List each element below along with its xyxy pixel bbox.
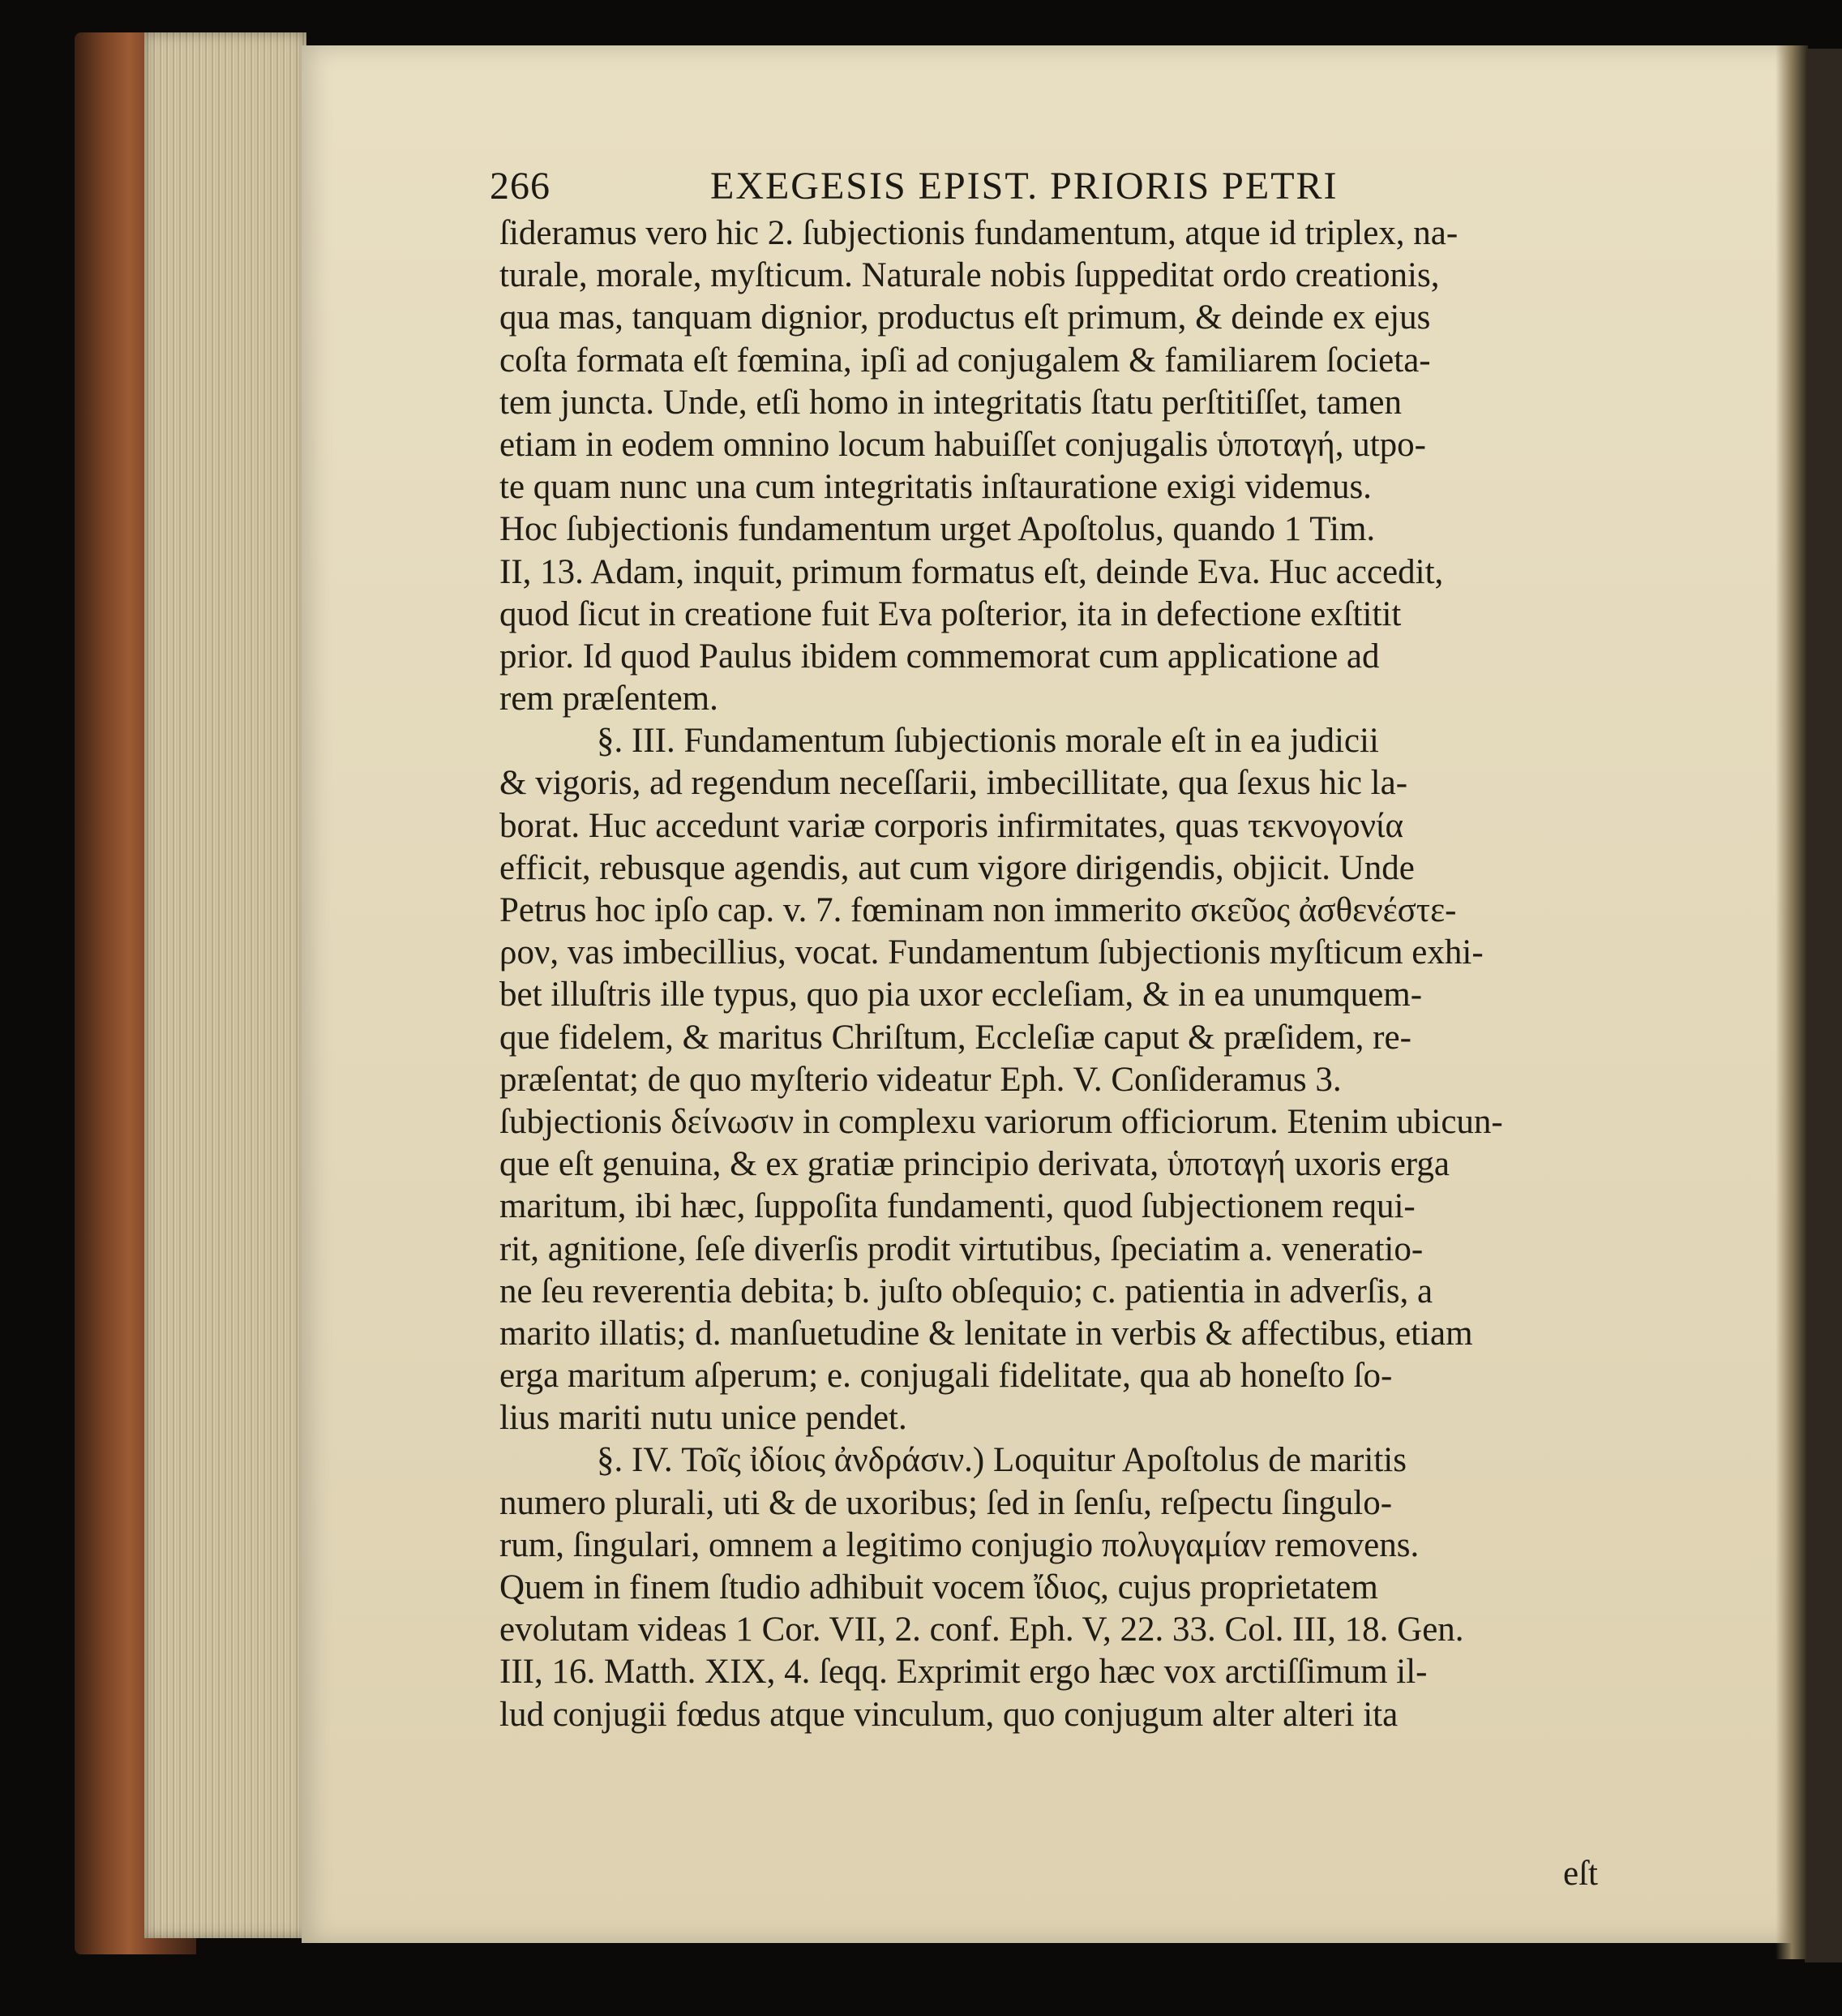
text-line: præſentat; de quo myſterio videatur Eph. V. Conſideramus 3. <box>499 1060 1342 1099</box>
catchword: eſt <box>1563 1855 1598 1893</box>
text-line: que eſt genuina, & ex gratiæ principio derivata, ὑποταγή uxoris erga <box>499 1145 1450 1184</box>
text-line: prior. Id quod Paulus ibidem commemorat cum applicatione ad <box>499 637 1380 676</box>
text-line: & vigoris, ad regendum neceſſarii, imbecillitate, qua ſexus hic la- <box>499 764 1408 803</box>
text-line: bet illuſtris ille typus, quo pia uxor eccleſiam, & in ea unumquem- <box>499 976 1423 1014</box>
text-line: ne ſeu reverentia debita; b. juſto obſequio; c. patientia in adverſis, a <box>499 1272 1433 1310</box>
text-line: turale, morale, myſticum. Naturale nobis ſuppeditat ordo creationis, <box>499 256 1440 295</box>
text-line: ſideramus vero hic 2. ſubjectionis fundamentum, atque id triplex, na- <box>499 214 1459 252</box>
text-line: evolutam videas 1 Cor. VII, 2. conf. Eph. V, 22. 33. Col. III, 18. Gen. <box>499 1611 1464 1649</box>
text-line: rit, agnitione, ſeſe diverſis prodit virtutibus, ſpeciatim a. veneratio- <box>499 1229 1424 1268</box>
text-line: tem juncta. Unde, etſi homo in integritatis ſtatu perſtitiſſet, tamen <box>499 383 1402 422</box>
text-line: coſta formata eſt fœmina, ipſi ad conjugalem & familiarem ſocieta- <box>499 341 1431 380</box>
text-line: ſubjectionis δείνωσιν in complexu variorum officiorum. Etenim ubicun- <box>499 1102 1503 1141</box>
text-line: borat. Huc accedunt variæ corporis infirmitates, quas τεκνογονία <box>499 806 1403 845</box>
text-line: ρον, vas imbecillius, vocat. Fundamentum ſubjectionis myſticum exhi- <box>499 933 1484 972</box>
text-line: efficit, rebusque agendis, aut cum vigore dirigendis, objicit. Unde <box>499 848 1415 887</box>
text-line: te quam nunc una cum integritatis inſtauratione exigi videmus. <box>499 468 1372 507</box>
text-line: numero plurali, uti & de uxoribus; ſed in ſenſu, reſpectu ſingulo- <box>499 1483 1393 1522</box>
text-line: etiam in eodem omnino locum habuiſſet conjugalis ὑποταγή, utpo- <box>499 425 1426 464</box>
text-line: §. IV. Τοῖς ἰδίοις ἀνδράσιν.) Loquitur Apoſtolus de maritis <box>597 1441 1407 1480</box>
text-line: maritum, ibi hæc, ſuppoſita fundamenti, quod ſubjectionem requi- <box>499 1187 1416 1226</box>
body-text <box>499 212 1614 1736</box>
text-line: §. III. Fundamentum ſubjectionis morale eſt in ea judicii <box>597 722 1379 761</box>
text-line: rem præſentem. <box>499 680 718 718</box>
running-head: EXEGESIS EPIST. PRIORIS PETRI <box>710 165 1339 208</box>
facing-page <box>1805 49 1842 1962</box>
text-line: Hoc ſubjectionis fundamentum urget Apoſtolus, quando 1 Tim. <box>499 510 1376 549</box>
text-line: Petrus hoc ipſo cap. v. 7. fœminam non immerito σκεῦος ἀσθενέστε- <box>499 891 1457 929</box>
text-line: qua mas, tanquam dignior, productus eſt primum, & deinde ex ejus <box>499 298 1431 337</box>
text-line: erga maritum aſperum; e. conjugali fidelitate, qua ab honeſto ſo- <box>499 1357 1393 1396</box>
text-line: lius mariti nutu unice pendet. <box>499 1399 907 1438</box>
text-line: lud conjugii fœdus atque vinculum, quo conjugum alter alteri ita <box>499 1695 1399 1734</box>
text-line: III, 16. Matth. XIX, 4. ſeqq. Exprimit ergo hæc vox arctiſſimum il- <box>499 1653 1428 1692</box>
page-edges <box>144 32 306 1938</box>
text-line: quod ſicut in creatione fuit Eva poſterior, ita in defectione exſtitit <box>499 594 1402 633</box>
text-line: Quem in finem ſtudio adhibuit vocem ἴδιος, cujus proprietatem <box>499 1568 1378 1606</box>
text-line: marito illatis; d. manſuetudine & lenitate in verbis & affectibus, etiam <box>499 1314 1473 1353</box>
page-number: 266 <box>490 165 550 208</box>
gutter-shadow <box>1776 45 1808 1959</box>
text-line: II, 13. Adam, inquit, primum formatus eſt, deinde Eva. Huc accedit, <box>499 552 1444 591</box>
text-line: rum, ſingulari, omnem a legitimo conjugio πολυγαμίαν removens. <box>499 1525 1420 1564</box>
text-line: que fidelem, & maritus Chriſtum, Eccleſiæ caput & præſidem, re- <box>499 1018 1411 1057</box>
